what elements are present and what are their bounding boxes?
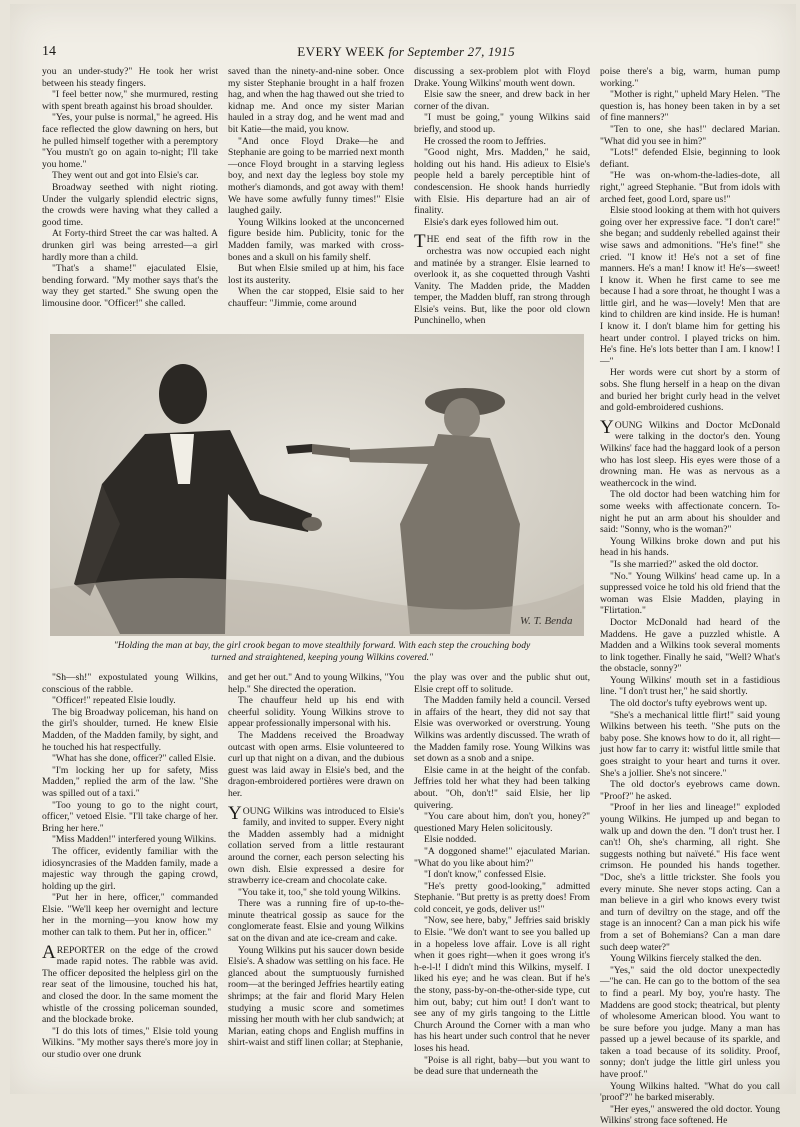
paragraph: "Now, see here, baby," Jeffries said briskly to Elsie. "We don't want to see you balled up in a hopeless love affair. Love is all right when it goes right—when it goes wrong it's h-e-l-l! I didn't mind this Wilkins, myself. I liked his eye; and he was clean. But if he's the stony, pass-by-on-the-other-side type, cut him out, baby; cut him out! I don't want to see any of my girls tangoing to the Little Church Around the Corner with a man who has his heart under such control that he never loses his head. xyxy=(414,915,590,1054)
paragraph: "I do this lots of times," Elsie told young Wilkins. "My mother says there's more joy in our studio over one drunk xyxy=(42,1025,218,1060)
paragraph: "No." Young Wilkins' head came up. In a suppressed voice he told his old friend that the woman was Elsie Madden, playing in "Flirtation." xyxy=(600,570,780,617)
paragraph: "Poise is all right, baby—but you want to be dead sure that underneath the xyxy=(414,1054,590,1078)
paragraph: Doctor McDonald had heard of the Maddens. He gave a puzzled whistle. A Madden and a Wilkins took several moments to link together. Finally he said, "Well? What's the obstacle, sonny?" xyxy=(600,616,780,675)
paragraph: The big Broadway policeman, his hand on the girl's shoulder, turned. He knew Elsie Madden, of the Madden family, by sight, and he touched his hat respectfully. xyxy=(42,706,218,753)
magazine-title: EVERY WEEK xyxy=(297,44,385,59)
paragraph: "Lots!" defended Elsie, beginning to look defiant. xyxy=(600,147,780,170)
section-paragraph: YOUNG Wilkins and Doctor McDonald were talking in the doctor's den. Young Wilkins' face had the haggard look of a person who has lost sleep. His eyes were those of a drowning man. He was as nervous as a weathercock in the wind. xyxy=(600,416,780,489)
paragraph: Elsie's dark eyes followed him out. xyxy=(424,216,559,228)
column-top-2 xyxy=(228,66,404,336)
column-bottom-3 xyxy=(414,672,590,1084)
paragraph: "A doggoned shame!" ejaculated Marian. "What do you like about him?" xyxy=(414,845,590,869)
paragraph: "I'm locking her up for safety, Miss Madden," replied the arm of the law. "She was spilled out of a taxi." xyxy=(42,764,218,799)
paragraph: "Mother is right," upheld Mary Helen. "The question is, has honey been taken in by a set of fine manners?" xyxy=(600,89,780,124)
paragraph: Young Wilkins looked at the unconcerned figure beside him. Publicity, tonic for the Madden family, was marked with cross-bones and a skull on his family shelf. xyxy=(228,216,404,263)
paragraph: Young Wilkins halted. "What do you call 'proof'?" he barked miserably. xyxy=(600,1080,780,1104)
column-top-1 xyxy=(42,66,218,336)
paragraph: "Too young to go to the night court, officer," vetoed Elsie. "I'll take charge of her. Bring her here." xyxy=(42,799,218,834)
paragraph: Elsie nodded. xyxy=(424,834,477,846)
paragraph: "Yes," said the old doctor unexpectedly—"he can. He can go to the bottom of the sea to find a pearl. My boy, you're hasty. The Maddens are good stock; theatrical, but plenty of wholesome American blood. You want to be sure before you judge. Many a man has passed up a jewel because of its sparkle, and taken a toad because of its solidity. Proof, sonny; don't judge the little girl unless you have proof." xyxy=(600,964,780,1081)
paragraph: the play was over and the public shut out, Elsie crept off to solitude. xyxy=(414,672,590,695)
paragraph: "He's pretty good-looking," admitted Stephanie. "But pretty is as pretty does! From cold conceit, ye gods, deliver us!" xyxy=(414,880,590,915)
paragraph: "He was on-whom-the-ladies-dote, all right," agreed Stephanie. "But from idols with arched feet, good Lord, spare us!" xyxy=(600,170,780,205)
paragraph: They went out and got into Elsie's car. xyxy=(52,170,199,182)
paragraph: "Good night, Mrs. Madden," he said, holding out his hand. His adieux to Elsie's people held a barely perceptible hint of condescension. He shook hands hurriedly with Elsie. His departure had an air of finality. xyxy=(414,147,590,217)
paragraph: The Maddens received the Broadway outcast with open arms. Elsie volunteered to curl up that night on a divan, and the dubious guest was laid away in Elsie's bed, and the dragon-embroidered portières were drawn on her. xyxy=(228,729,404,799)
paragraph: "Ten to one, she has!" declared Marian. "What did you see in him?" xyxy=(600,123,780,147)
paragraph: The officer, evidently familiar with the idiosyncrasies of the Madden family, made a majestic way through the gaping crowd, holding up the girl. xyxy=(42,845,218,892)
artist-signature: W. T. Benda xyxy=(520,615,573,627)
paragraph: The old doctor had been watching him for some weeks with affectionate concern. To-night he put an arm about his shoulder and said: "Sonny, who is the woman?" xyxy=(600,489,780,536)
paragraph: He crossed the room to Jeffries. xyxy=(424,135,546,147)
section-paragraph: YOUNG Wilkins was introduced to Elsie's family, and invited to supper. Every night the Madden assembly had a midnight collation served from a little restaurant around the corner, each person selecting his own dish. Elsie expressed a desire for strawberry ice-cream and chocolate cake. xyxy=(228,802,404,887)
paragraph: Young Wilkins broke down and put his head in his hands. xyxy=(600,535,780,559)
paragraph: "What has she done, officer?" called Elsie. xyxy=(52,753,216,765)
paragraph: "And once Floyd Drake—he and Stephanie are going to be married next month—once Floyd brought in a starving legless boy, and next day the legless boy stole my mother's diamonds, and got away with them! We have some awfully funny times!" Elsie laughed gaily. xyxy=(228,135,404,217)
column-bottom-1 xyxy=(42,672,218,1084)
paragraph: Young Wilkins fiercely stalked the den. xyxy=(610,953,762,965)
section-paragraph: AREPORTER on the edge of the crowd made rapid notes. The rabble was avid. The officer deposited the helpless girl on the rear seat of the limousine, touched his hat, and closed the door. In the same moment the whistle of the crossing policeman sounded, and the blockade broke. xyxy=(42,941,218,1026)
magazine-page xyxy=(10,4,796,1127)
paragraph: Elsie saw the sneer, and drew back in her corner of the divan. xyxy=(414,89,590,112)
paragraph: "She's a mechanical little flirt!" said young Wilkins between his teeth. "She puts on the baby pose. She knows how to do it, all right—just how far to carry it: wistful little smile that goes straight to your heart and turns it over. She's a jollier. She's not sincere." xyxy=(600,709,780,779)
paragraph: "You take it, too," she told young Wilkins. xyxy=(238,886,401,898)
paragraph: The old doctor's eyebrows came down. "Proof?" he asked. xyxy=(600,779,780,802)
paragraph: "You care about him, don't you, honey?" questioned Mary Helen solicitously. xyxy=(414,811,590,834)
running-head xyxy=(42,44,770,60)
paragraph: Her words were cut short by a storm of sobs. She flung herself in a heap on the divan and buried her bright curly head in the velvet and gold-embroidered cushions. xyxy=(600,367,780,414)
paragraph: "Put her in here, officer," commanded Elsie. "We'll keep her overnight and lecture her in the morning—you know how my mother can talk to them. Put her in, officer." xyxy=(42,892,218,939)
page-number: 14 xyxy=(42,44,56,59)
paragraph: "I must be going," young Wilkins said briefly, and stood up. xyxy=(414,112,590,135)
illustration-drawing xyxy=(50,334,584,636)
paragraph: "I don't know," confessed Elsie. xyxy=(424,869,546,881)
paragraph: Broadway seethed with night rioting. Under the vulgarly splendid electric signs, the crowds were having what they called a good time. xyxy=(42,181,218,228)
paragraph: "Yes, your pulse is normal," he agreed. His face reflected the glow dawning on hers, but he pulled himself together with a peremptory "You mustn't go on again to-night; I'll take you home." xyxy=(42,112,218,170)
paragraph: poise there's a big, warm, human pump working." xyxy=(600,66,780,89)
paragraph: Elsie stood looking at them with hot quivers going over her expressive face. "I don't care!" she began; and suddenly rebelled against their wise saws and admonitions. "He's fine!" she cried. "I know it! He's not a set of fine manners. He's a man! I know it! He's—sweet! I know it. When he first came to see me because I had a sore throat, he thought I was a little girl, and he was—lovely! Men that are kind to children are kind inside. He is human! I know it. I don't blame him for getting his heart under control. I played tricks on him. He's fine. He's lots better than I am. I know! I—" xyxy=(600,205,780,367)
page-header xyxy=(42,44,770,62)
paragraph: "That's a shame!" ejaculated Elsie, bending forward. "My mother says that's the way they get started." She swung open the limousine door. "Officer!" she called. xyxy=(42,263,218,309)
paragraph: But when Elsie smiled up at him, his face lost its austerity. xyxy=(228,263,404,286)
paragraph: "Her eyes," answered the old doctor. Young Wilkins' strong face softened. He xyxy=(600,1103,780,1127)
paragraph: The Madden family held a council. Versed in affairs of the heart, they did not say that Elsie was overworked or overstrung. Young Wilkins was ardently discussed. The wrath of the Madden family rose. Young Wilkins was set down as a snob and a snipe. xyxy=(414,695,590,765)
paragraph: "Miss Madden!" interfered young Wilkins. xyxy=(52,834,217,846)
paragraph: When the car stopped, Elsie said to her chauffeur: "Jimmie, come around xyxy=(228,286,404,309)
paragraph: The chauffeur held up his end with cheerful solidity. Young Wilkins strove to appear professionally impersonal with his. xyxy=(228,695,404,730)
paragraph: The old doctor's tufty eyebrows went up. xyxy=(610,698,768,710)
paragraph: "Proof in her lies and lineage!" exploded young Wilkins. He jumped up and began to walk up and down the den. "I don't trust her. I can't! Oh, she's charming, all right. She suggests nothing but naïveté." His face went crimson. He pounded his hands together. "Doc, she's a little trickster. She fools you every minute. She never stops acting. Can a man believe in a girl who knows every twist and turn of deviltry on the stage, and off the stage is an innocent? Can a man pick his wife from a set of Bohemians? Can a man dare such deep water?" xyxy=(600,802,780,953)
issue-date: for September 27, 1915 xyxy=(384,44,515,59)
column-top-3 xyxy=(414,66,590,336)
paragraph: saved than the ninety-and-nine sober. Once my sister Stephanie brought in a half frozen hag, and when the hag thawed out she tried to kidnap me. And once my sister Marian hauled in a stray dog, and he went mad and bit Katie—the maid, you know. xyxy=(228,66,404,135)
paragraph: "Officer!" repeated Elsie loudly. xyxy=(52,695,176,707)
story-illustration xyxy=(50,334,584,636)
paragraph: "Sh—sh!" expostulated young Wilkins, conscious of the rabble. xyxy=(42,672,218,695)
paragraph: "Is she married?" asked the old doctor. xyxy=(610,558,759,570)
paragraph: Elsie came in at the height of the confab. Jeffries told her what they had been talking about. "Oh, don't!" said Elsie, her lip quivering. xyxy=(414,764,590,811)
column-right xyxy=(600,66,780,1127)
illustration-caption: "Holding the man at bay, the girl crook began to move stealthily forward. With each step the crouching body turned and straightened, keeping young Wilkins covered." xyxy=(113,640,531,663)
paragraph: discussing a sex-problem plot with Floyd Drake. Young Wilkins' mouth went down. xyxy=(414,66,590,89)
paragraph: Young Wilkins put his saucer down beside Elsie's. A shadow was settling on his face. He glanced about the sumptuously furnished room—at the beringed Jeffries heartily eating shrimps; at the fair and florid Mary Helen studying a music score and sometimes missing her mouth with her club sandwich; at Marian, eating chops and English muffins in shirt-waist and stiff linen collar; at Stephanie, xyxy=(228,944,404,1049)
paragraph: "I feel better now," she murmured, resting with spent breath against his broad shoulder. xyxy=(42,89,218,112)
section-paragraph: THE end seat of the fifth row in the orchestra was now occupied each night and matinée by a stranger. Elsie learned to overlook it, as she coquetted through Vashti Vanity. The Madden pride, the Madden temper, the Madden bluff, ran strong through Elsie's veins. But, like the poor old clown Punchinello, when xyxy=(414,231,590,327)
paragraph: and get her out." And to young Wilkins, "You help." She directed the operation. xyxy=(228,672,404,695)
paragraph: Young Wilkins' mouth set in a fastidious line. "I don't trust her," he said shortly. xyxy=(600,674,780,698)
column-bottom-2 xyxy=(228,672,404,1084)
paragraph: At Forty-third Street the car was halted. A drunken girl was being arrested—a girl hardly more than a child. xyxy=(42,228,218,263)
paragraph: There was a running fire of up-to-the-minute theatrical gossip as sauce for the conglomerate feast. Elsie and young Wilkins sat on the divan and ate ice-cream and cake. xyxy=(228,898,404,945)
paragraph: you an under-study?" He took her wrist between his steady fingers. xyxy=(42,66,218,89)
